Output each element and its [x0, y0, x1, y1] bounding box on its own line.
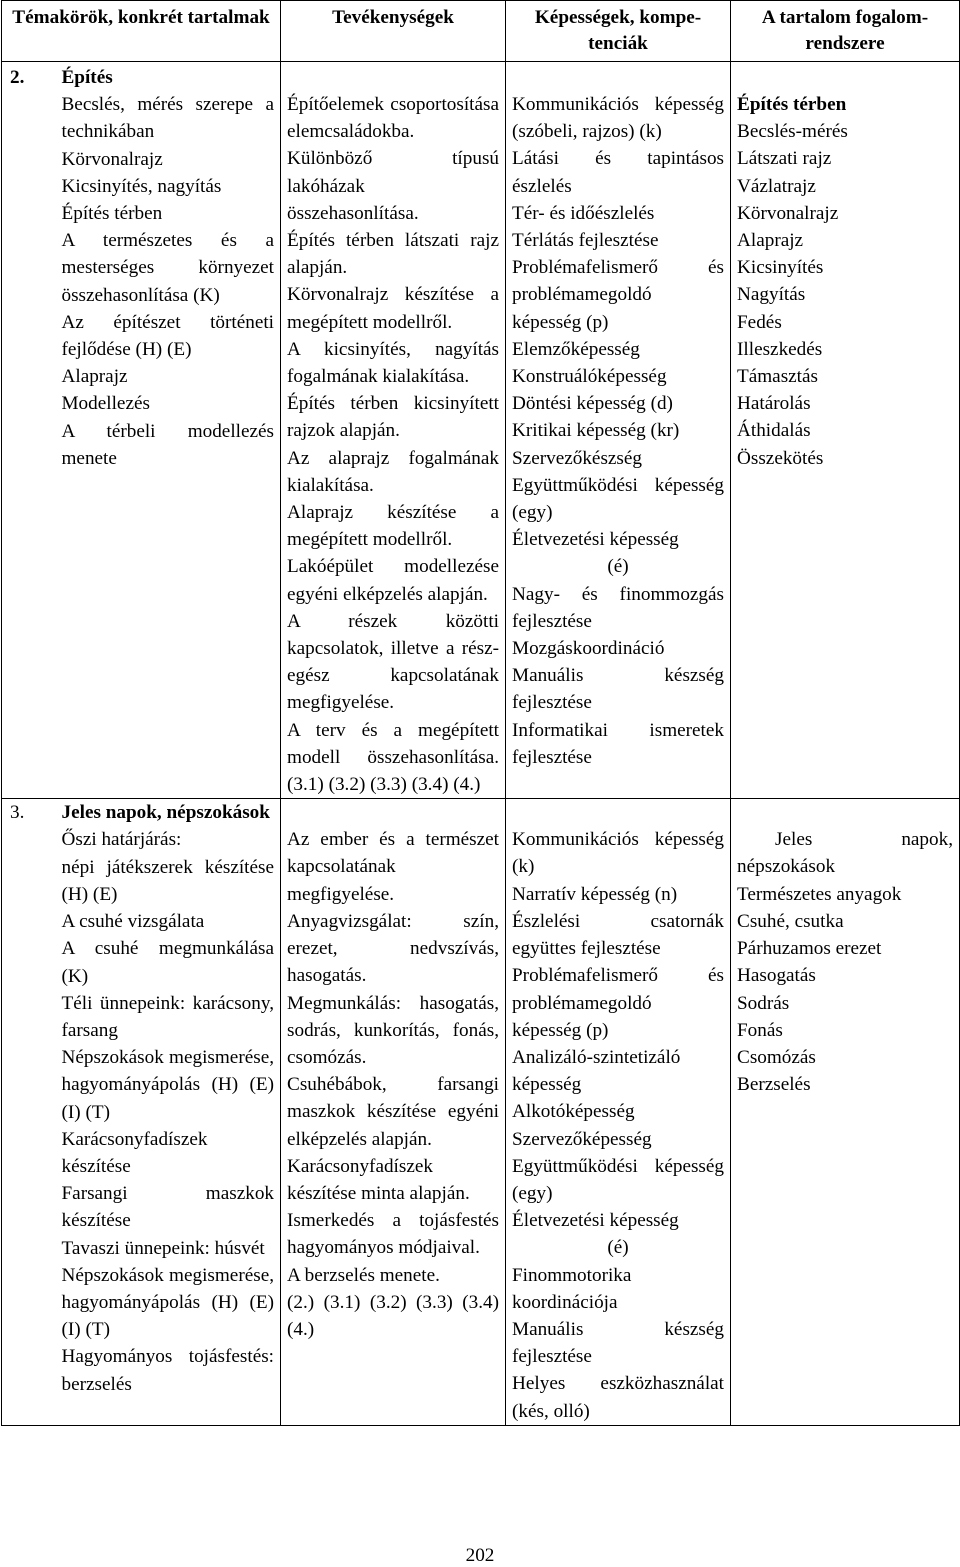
system-item: Becslés-mérés [737, 121, 848, 143]
activities-cell [281, 62, 506, 799]
topic-item: Tavaszi ünnepeink: húsvét [61, 1237, 265, 1259]
skills-cell [506, 799, 731, 1425]
topic-item: Modellezés [61, 393, 150, 415]
skill-item: Alkotóképesség [512, 1101, 635, 1123]
activity-item: Alaprajz készítése a megépített modellről. [287, 502, 500, 551]
curriculum-table [1, 0, 960, 1426]
skill-item: Együttműködési képesség (egy) [512, 1155, 725, 1204]
system-item: Illeszkedés [737, 338, 823, 360]
topic-item: Alaprajz [61, 366, 128, 388]
topic-item: Építés térben [61, 203, 163, 225]
skill-item: Manuális készség fejlesztése [512, 665, 725, 714]
topic-item: Népszokások megismerése, hagyományápolás (H) (E) (I) (T) [61, 1264, 275, 1341]
skill-item: Látási és tapintásos észlelés [512, 148, 725, 197]
section-number: 2. [2, 62, 56, 799]
system-item: Támasztás [737, 366, 818, 388]
topic-item: A természetes és a mesterséges környezet összehasonlítása (K) [61, 230, 275, 306]
system-item: Fonás [737, 1019, 783, 1041]
topic-item: Őszi határjárás: [61, 829, 182, 851]
skill-item: Életvezetési képesség [512, 529, 679, 551]
activity-item: Az alaprajz fogalmának kialakítása. [287, 447, 500, 496]
skill-item: Szervezőképesség [512, 1128, 652, 1150]
activity-item: A részek közötti kapcsolatok, illetve a rész-egész kapcsolatának megfigyelése. [287, 610, 500, 714]
skill-item: Manuális készség fejlesztése [512, 1318, 725, 1368]
skill-item: Kritikai képesség (kr) [512, 420, 680, 442]
section-row-2 [2, 62, 960, 799]
topic-item: A térbeli modellezés menete [61, 420, 275, 469]
activity-item: A berzselés menete. [287, 1264, 440, 1286]
system-item: Áthidalás [737, 420, 811, 442]
activity-item: Anyagvizsgálat: szín, erezet, nedvszívás, hasogatás. [287, 910, 500, 987]
system-item: Nagyítás [737, 284, 806, 306]
activity-item: Építés térben kicsinyített rajzok alapján. [287, 393, 500, 442]
activity-item: A terv és a megépített modell összehasonlítása. (3.1) (3.2) (3.3) (3.4) (4.) [287, 719, 500, 796]
page-number: 202 [465, 1545, 495, 1566]
topic-item: Becslés, mérés szerepe a technikában [61, 94, 275, 143]
activities-cell [281, 799, 506, 1425]
topics-cell [56, 62, 281, 799]
skills-cell [506, 62, 731, 799]
topic-item: Az építészet történeti fejlődése (H) (E) [61, 311, 275, 361]
skill-item: Szervezőkészség [512, 447, 642, 469]
skill-item: Tér- és időészlelés [512, 202, 655, 224]
skill-item: Konstruálóképesség [512, 366, 667, 388]
skill-item: Kommunikációs képesség (k) [512, 829, 725, 878]
system-item: Látszati rajz [737, 148, 832, 170]
system-item: Párhuzamos erezet [737, 938, 882, 960]
topic-item: Körvonalrajz [61, 148, 163, 170]
skill-item: Helyes eszközhasználat (kés, olló) [512, 1373, 725, 1422]
topic-item: Téli ünnepeink: karácsony, farsang [61, 992, 275, 1041]
header-topics: Témakörök, konkrét tartalmak [2, 1, 281, 62]
header-system: A tartalom fogalom-rendszere [731, 1, 960, 62]
topic-item: Kicsinyítés, nagyítás [61, 175, 222, 197]
activity-item: Lakóépület modellezése egyéni elképzelés alapján. [287, 556, 500, 605]
activity-item: Megmunkálás: hasogatás, sodrás, kunkorítás, fonás, csomózás. [287, 992, 500, 1068]
skill-item: (é) [607, 1237, 629, 1259]
system-item: Kicsinyítés [737, 257, 824, 279]
skill-item: Narratív képesség (n) [512, 883, 678, 905]
header-skills: Képességek, kompe-tenciák [506, 1, 731, 62]
section-title: Jeles napok, népszokások [61, 802, 270, 824]
system-item: Hasogatás [737, 965, 816, 987]
system-title: Jeles napok, népszokások [737, 829, 954, 878]
system-cell [731, 799, 960, 1425]
skill-item: Térlátás fejlesztése [512, 230, 659, 252]
topic-item: Karácsonyfadíszek készítése [61, 1128, 208, 1177]
system-title: Építés térben [737, 94, 847, 115]
skill-item: Informatikai ismeretek fejlesztése [512, 719, 725, 768]
skill-item: Finommotorika koordinációja [512, 1264, 632, 1313]
activity-item: Különböző típusú lakóházak összehasonlítása. [287, 148, 500, 224]
activity-item: Építőelemek csoportosítása elemcsaládokba. [287, 94, 500, 143]
system-item: Csuhé, csutka [737, 910, 844, 932]
activity-item: Az ember és a természet kapcsolatának megfigyelése. [287, 829, 500, 905]
system-item: Alaprajz [737, 230, 804, 252]
skill-item: Nagy- és finommozgás fejlesztése Mozgáskoordináció [512, 583, 725, 660]
system-item: Berzselés [737, 1074, 811, 1096]
section-row-3 [2, 799, 960, 1425]
section-title: Építés [61, 67, 113, 88]
topics-cell [56, 799, 281, 1425]
skill-item: Kommunikációs képesség (szóbeli, rajzos) (k) [512, 94, 725, 143]
header-activities: Tevékenységek [281, 1, 506, 62]
skill-item: Problémafelismerő és problémamegoldó képesség (p) [512, 965, 725, 1041]
section-number: 3. [2, 799, 56, 1425]
system-item: Fedés [737, 311, 782, 333]
activity-item: Építés térben látszati rajz alapján. [287, 230, 500, 279]
activity-item: Körvonalrajz készítése a megépített modellről. [287, 284, 500, 333]
topic-item: népi játékszerek készítése (H) (E) [61, 856, 275, 905]
table-header-row [2, 1, 960, 62]
activity-item: Karácsonyfadíszek készítése minta alapján. [287, 1155, 470, 1204]
topic-item: Farsangi maszkok készítése [61, 1183, 275, 1232]
system-item: Természetes anyagok [737, 883, 902, 905]
topic-item: A csuhé vizsgálata [61, 911, 205, 933]
skill-item: Együttműködési képesség (egy) [512, 474, 725, 524]
skill-item: (é) [607, 556, 629, 578]
system-item: Vázlatrajz [737, 175, 816, 197]
activity-item: Csuhébábok, farsangi maszkok készítése egyéni elképzelés alapján. [287, 1074, 500, 1150]
skill-item: Döntési képesség (d) [512, 393, 673, 415]
topic-item: A csuhé megmunkálása (K) [61, 938, 275, 987]
system-item: Körvonalrajz [737, 202, 839, 224]
skill-item: Elemzőképesség [512, 338, 640, 360]
system-item: Határolás [737, 393, 811, 415]
activity-item: (2.) (3.1) (3.2) (3.3) (3.4) (4.) [287, 1291, 500, 1340]
activity-item: A kicsinyítés, nagyítás fogalmának kialakítása. [287, 338, 500, 388]
skill-item: Életvezetési képesség [512, 1210, 679, 1232]
topic-item: Népszokások megismerése, hagyományápolás (H) (E) (I) (T) [61, 1047, 275, 1123]
activity-item: Ismerkedés a tojásfestés hagyományos módjaival. [287, 1210, 500, 1259]
system-item: Összekötés [737, 447, 824, 469]
system-item: Csomózás [737, 1046, 816, 1068]
system-cell [731, 62, 960, 799]
skill-item: Problémafelismerő és problémamegoldó képesség (p) [512, 257, 725, 333]
skill-item: Analizáló-szintetizáló képesség [512, 1046, 681, 1096]
skill-item: Észlelési csatornák együttes fejlesztése [512, 910, 725, 960]
system-item: Sodrás [737, 992, 790, 1014]
topic-item: Hagyományos tojásfestés: berzselés [61, 1346, 275, 1395]
